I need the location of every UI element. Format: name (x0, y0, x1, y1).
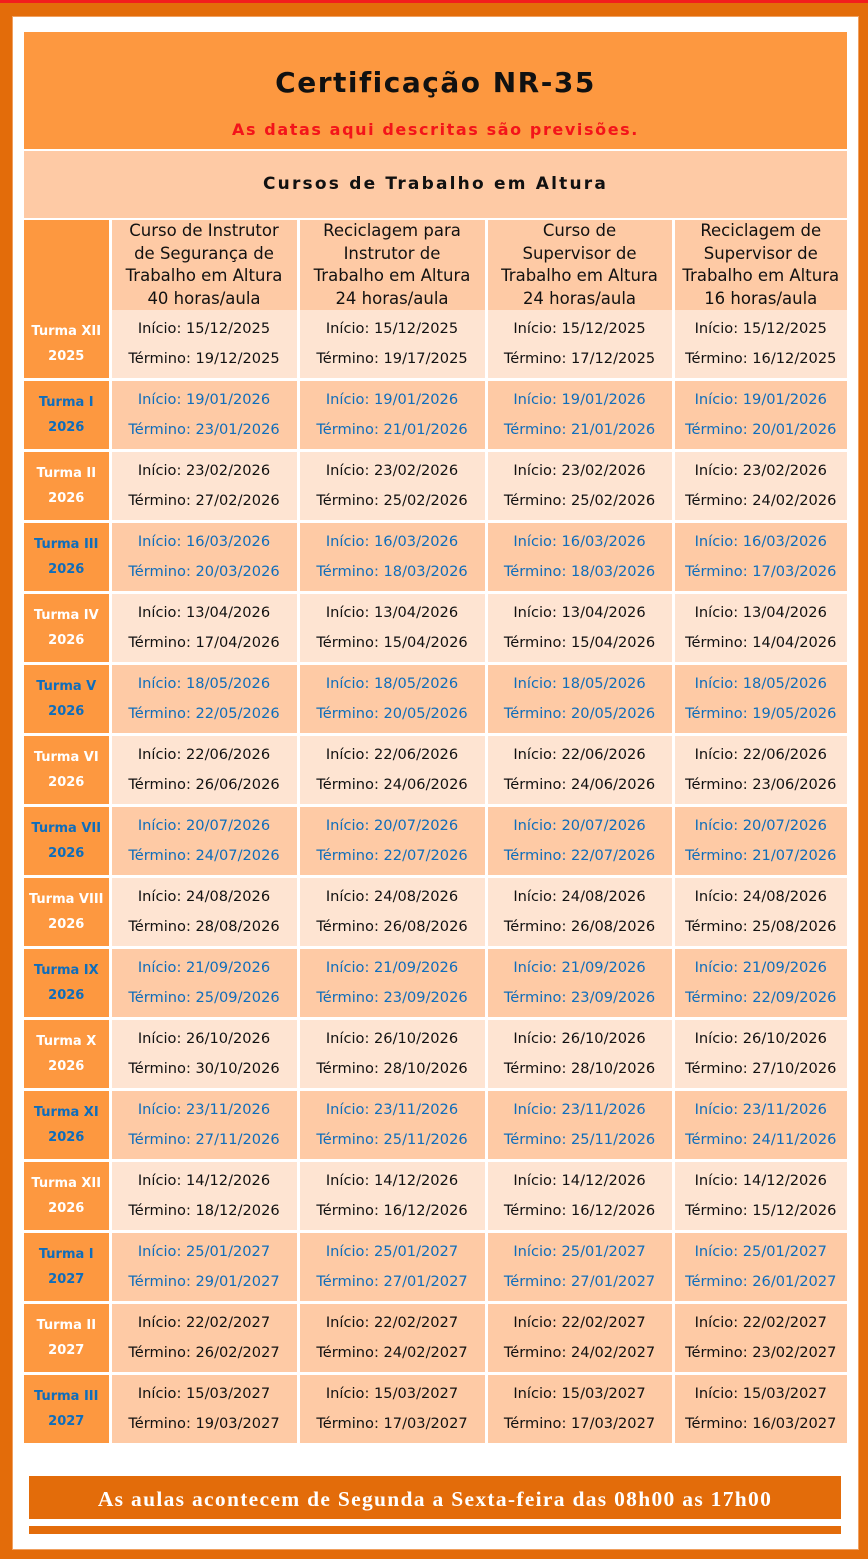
turma-year: 2025 (48, 349, 85, 364)
top-accent-line (0, 0, 868, 3)
start-date: Início: 23/11/2026 (137, 1101, 271, 1118)
table-row (24, 1232, 847, 1303)
start-date: Início: 15/03/2027 (137, 1385, 271, 1402)
date-cell (673, 1303, 847, 1374)
start-date: Início: 15/03/2027 (694, 1385, 827, 1402)
course-header-supervisor-refresher (673, 220, 847, 310)
end-date: Término: 25/02/2026 (503, 492, 656, 509)
table-row (24, 451, 847, 522)
date-cell (298, 380, 486, 451)
date-cell (110, 877, 298, 948)
end-date: Término: 26/06/2026 (128, 776, 280, 793)
turma-name: Turma X (36, 1034, 97, 1049)
date-cell (486, 1303, 673, 1374)
end-date: Término: 25/11/2026 (503, 1131, 656, 1148)
end-date: Término: 20/03/2026 (128, 563, 280, 580)
end-date: Término: 25/02/2026 (316, 492, 468, 509)
date-cell (486, 380, 673, 451)
end-date: Término: 23/02/2027 (685, 1344, 837, 1361)
end-date: Término: 17/03/2026 (685, 563, 837, 580)
end-date: Término: 23/06/2026 (685, 776, 837, 793)
end-date: Término: 26/08/2026 (503, 918, 656, 935)
date-cell (298, 948, 486, 1019)
date-cell (110, 380, 298, 451)
start-date: Início: 15/12/2025 (694, 320, 827, 337)
end-date: Término: 18/03/2026 (316, 563, 468, 580)
end-date: Término: 25/09/2026 (128, 989, 280, 1006)
date-cell (110, 522, 298, 593)
date-cell (110, 1374, 298, 1444)
turma-name: Turma I (38, 1247, 94, 1262)
turma-label-cell (24, 522, 110, 593)
date-cell (486, 310, 673, 380)
end-date: Término: 21/01/2026 (316, 421, 468, 438)
end-date: Término: 16/12/2026 (316, 1202, 468, 1219)
table-row (24, 806, 847, 877)
start-date: Início: 20/07/2026 (325, 817, 459, 834)
course-header-line: Reciclagem de (700, 221, 822, 240)
course-hours: 24 horas/aula (522, 288, 637, 308)
turma-year: 2026 (48, 1201, 85, 1216)
end-date: Término: 24/06/2026 (503, 776, 656, 793)
section-subtitle: Cursos de Trabalho em Altura (263, 174, 608, 194)
end-date: Término: 20/05/2026 (503, 705, 656, 722)
date-cell (486, 1161, 673, 1232)
turma-label-cell (24, 1232, 110, 1303)
date-cell (673, 522, 847, 593)
end-date: Término: 28/10/2026 (503, 1060, 656, 1077)
turma-year: 2026 (48, 846, 85, 861)
schedule-hours-banner (29, 1476, 841, 1519)
start-date: Início: 14/12/2026 (325, 1172, 459, 1189)
end-date: Término: 27/01/2027 (316, 1273, 468, 1290)
start-date: Início: 21/09/2026 (325, 959, 459, 976)
course-header-line: Trabalho em Altura (313, 266, 471, 285)
end-date: Término: 27/10/2026 (685, 1060, 837, 1077)
end-date: Término: 15/04/2026 (316, 634, 468, 651)
end-date: Término: 17/12/2025 (503, 350, 656, 367)
start-date: Início: 25/01/2027 (513, 1243, 646, 1260)
end-date: Término: 21/07/2026 (685, 847, 837, 864)
start-date: Início: 19/01/2026 (325, 391, 459, 408)
start-date: Início: 16/03/2026 (325, 533, 459, 550)
date-cell (110, 664, 298, 735)
start-date: Início: 21/09/2026 (694, 959, 827, 976)
start-date: Início: 13/04/2026 (137, 604, 271, 621)
date-cell (673, 1090, 847, 1161)
end-date: Término: 19/12/2025 (128, 350, 280, 367)
end-date: Término: 22/07/2026 (503, 847, 656, 864)
start-date: Início: 13/04/2026 (694, 604, 827, 621)
turma-year: 2026 (48, 1130, 85, 1145)
end-date: Término: 26/02/2027 (128, 1344, 280, 1361)
end-date: Término: 26/08/2026 (316, 918, 468, 935)
turma-year: 2026 (48, 562, 85, 577)
date-cell (486, 593, 673, 664)
end-date: Término: 23/01/2026 (128, 421, 280, 438)
table-row (24, 593, 847, 664)
table-row (24, 877, 847, 948)
title-banner (24, 32, 847, 149)
date-cell (673, 806, 847, 877)
turma-name: Turma IV (33, 608, 99, 623)
turma-year: 2026 (48, 420, 85, 435)
turma-label-cell (24, 451, 110, 522)
start-date: Início: 19/01/2026 (513, 391, 646, 408)
turma-name: Turma XI (33, 1105, 99, 1120)
end-date: Término: 17/03/2027 (316, 1415, 468, 1432)
header-row (24, 220, 847, 310)
course-hours: 24 horas/aula (335, 288, 449, 308)
start-date: Início: 20/07/2026 (513, 817, 646, 834)
date-cell (110, 1019, 298, 1090)
end-date: Término: 19/17/2025 (316, 350, 468, 367)
end-date: Término: 24/11/2026 (685, 1131, 837, 1148)
turma-name: Turma I (38, 395, 94, 410)
date-cell (298, 1374, 486, 1444)
end-date: Término: 27/02/2026 (128, 492, 280, 509)
course-header-line: Curso de (542, 221, 617, 240)
end-date: Término: 16/12/2026 (503, 1202, 656, 1219)
date-cell (486, 451, 673, 522)
end-date: Término: 15/04/2026 (503, 634, 656, 651)
date-cell (110, 310, 298, 380)
turma-year: 2026 (48, 988, 85, 1003)
date-cell (298, 806, 486, 877)
page-title: Certificação NR-35 (275, 66, 596, 99)
start-date: Início: 24/08/2026 (325, 888, 459, 905)
start-date: Início: 15/12/2025 (137, 320, 271, 337)
turma-year: 2026 (48, 917, 85, 932)
end-date: Término: 24/02/2027 (503, 1344, 656, 1361)
turma-year: 2026 (48, 775, 85, 790)
start-date: Início: 20/07/2026 (137, 817, 271, 834)
start-date: Início: 22/06/2026 (513, 746, 646, 763)
table-row (24, 1303, 847, 1374)
turma-year: 2027 (48, 1272, 85, 1287)
end-date: Término: 16/03/2027 (685, 1415, 837, 1432)
date-cell (298, 1232, 486, 1303)
course-header-line: Trabalho em Altura (682, 266, 840, 285)
start-date: Início: 24/08/2026 (694, 888, 827, 905)
start-date: Início: 23/02/2026 (137, 462, 271, 479)
table-row (24, 310, 847, 380)
turma-label-cell (24, 310, 110, 380)
end-date: Término: 15/12/2026 (685, 1202, 837, 1219)
date-cell (110, 948, 298, 1019)
turma-label-cell (24, 735, 110, 806)
start-date: Início: 22/02/2027 (325, 1314, 459, 1331)
end-date: Término: 17/03/2027 (503, 1415, 656, 1432)
end-date: Término: 17/04/2026 (128, 634, 280, 651)
start-date: Início: 18/05/2026 (325, 675, 459, 692)
date-cell (673, 735, 847, 806)
start-date: Início: 22/02/2027 (137, 1314, 271, 1331)
course-header-line: Trabalho em Altura (501, 266, 658, 285)
date-cell (110, 735, 298, 806)
date-cell (298, 1161, 486, 1232)
start-date: Início: 24/08/2026 (513, 888, 646, 905)
table-row (24, 380, 847, 451)
end-date: Término: 16/12/2025 (685, 350, 837, 367)
course-header-line: Supervisor de (522, 243, 637, 263)
end-date: Término: 18/12/2026 (128, 1202, 280, 1219)
end-date: Término: 24/02/2026 (685, 492, 837, 509)
end-date: Término: 21/01/2026 (503, 421, 656, 438)
end-date: Término: 19/05/2026 (685, 705, 837, 722)
date-cell (110, 1232, 298, 1303)
end-date: Término: 26/01/2027 (685, 1273, 837, 1290)
date-cell (673, 948, 847, 1019)
start-date: Início: 21/09/2026 (137, 959, 271, 976)
table-row (24, 1374, 847, 1444)
start-date: Início: 25/01/2027 (694, 1243, 827, 1260)
start-date: Início: 22/02/2027 (694, 1314, 827, 1331)
end-date: Término: 14/04/2026 (685, 634, 837, 651)
course-hours: 40 horas/aula (147, 288, 261, 308)
table-row (24, 664, 847, 735)
turma-name: Turma IX (33, 963, 99, 978)
turma-year: 2026 (48, 633, 85, 648)
start-date: Início: 25/01/2027 (325, 1243, 459, 1260)
start-date: Início: 26/10/2026 (513, 1030, 646, 1047)
date-cell (298, 664, 486, 735)
end-date: Término: 20/05/2026 (316, 705, 468, 722)
start-date: Início: 14/12/2026 (694, 1172, 827, 1189)
start-date: Início: 16/03/2026 (694, 533, 827, 550)
turma-name: Turma VIII (28, 892, 104, 907)
end-date: Término: 19/03/2027 (128, 1415, 280, 1432)
date-cell (673, 1374, 847, 1444)
course-hours: 16 horas/aula (704, 288, 818, 308)
start-date: Início: 25/01/2027 (137, 1243, 271, 1260)
date-cell (110, 1161, 298, 1232)
schedule-table (24, 220, 847, 1443)
turma-label-cell (24, 1161, 110, 1232)
course-header-supervisor (486, 220, 673, 310)
start-date: Início: 18/05/2026 (513, 675, 646, 692)
end-date: Término: 23/09/2026 (503, 989, 656, 1006)
date-cell (486, 664, 673, 735)
start-date: Início: 15/12/2025 (325, 320, 459, 337)
turma-year: 2026 (48, 704, 85, 719)
start-date: Início: 26/10/2026 (694, 1030, 827, 1047)
date-cell (110, 1303, 298, 1374)
start-date: Início: 23/11/2026 (694, 1101, 827, 1118)
corner-cell (24, 220, 110, 310)
start-date: Início: 15/03/2027 (325, 1385, 459, 1402)
start-date: Início: 15/03/2027 (513, 1385, 646, 1402)
date-cell (673, 310, 847, 380)
turma-label-cell (24, 664, 110, 735)
start-date: Início: 23/02/2026 (513, 462, 646, 479)
end-date: Término: 29/01/2027 (128, 1273, 280, 1290)
date-cell (486, 948, 673, 1019)
start-date: Início: 16/03/2026 (513, 533, 646, 550)
course-header-line: Curso de Instrutor (129, 221, 279, 240)
start-date: Início: 23/02/2026 (325, 462, 459, 479)
turma-year: 2027 (48, 1414, 85, 1429)
date-cell (298, 451, 486, 522)
end-date: Término: 22/09/2026 (685, 989, 837, 1006)
start-date: Início: 22/02/2027 (513, 1314, 646, 1331)
date-cell (486, 1374, 673, 1444)
start-date: Início: 15/12/2025 (513, 320, 646, 337)
end-date: Término: 24/02/2027 (316, 1344, 468, 1361)
start-date: Início: 18/05/2026 (137, 675, 271, 692)
turma-name: Turma III (34, 537, 99, 552)
end-date: Término: 28/10/2026 (316, 1060, 468, 1077)
date-cell (110, 806, 298, 877)
course-header-line: Reciclagem para (323, 221, 461, 240)
notice-forecast: As datas aqui descritas são previsões. (232, 120, 639, 139)
end-date: Término: 25/08/2026 (685, 918, 837, 935)
turma-name: Turma XII (31, 324, 102, 339)
end-date: Término: 22/05/2026 (128, 705, 280, 722)
start-date: Início: 19/01/2026 (694, 391, 827, 408)
turma-name: Turma II (36, 1318, 97, 1333)
date-cell (486, 1090, 673, 1161)
date-cell (298, 1019, 486, 1090)
turma-year: 2026 (48, 1059, 85, 1074)
date-cell (110, 451, 298, 522)
date-cell (673, 877, 847, 948)
turma-label-cell (24, 1090, 110, 1161)
turma-name: Turma II (36, 466, 97, 481)
start-date: Início: 23/11/2026 (325, 1101, 459, 1118)
end-date: Término: 18/03/2026 (503, 563, 656, 580)
turma-label-cell (24, 593, 110, 664)
course-header-instructor (110, 220, 298, 310)
date-cell (486, 1232, 673, 1303)
date-cell (673, 1232, 847, 1303)
start-date: Início: 24/08/2026 (137, 888, 271, 905)
turma-label-cell (24, 380, 110, 451)
turma-label-cell (24, 1374, 110, 1444)
end-date: Término: 27/01/2027 (503, 1273, 656, 1290)
date-cell (298, 877, 486, 948)
end-date: Término: 27/11/2026 (128, 1131, 280, 1148)
turma-name: Turma V (36, 679, 97, 694)
date-cell (673, 1161, 847, 1232)
course-header-line: de Segurança de (134, 243, 274, 263)
table-row (24, 735, 847, 806)
start-date: Início: 18/05/2026 (694, 675, 827, 692)
start-date: Início: 13/04/2026 (325, 604, 459, 621)
schedule-hours-text: As aulas acontecem de Segunda a Sexta-feira das 08h00 as 17h00 (97, 1487, 773, 1511)
turma-year: 2027 (48, 1343, 85, 1358)
end-date: Término: 25/11/2026 (316, 1131, 468, 1148)
course-header-instructor-refresher (298, 220, 486, 310)
start-date: Início: 13/04/2026 (513, 604, 646, 621)
date-cell (110, 1090, 298, 1161)
date-cell (486, 522, 673, 593)
date-cell (110, 593, 298, 664)
end-date: Término: 22/07/2026 (316, 847, 468, 864)
date-cell (486, 877, 673, 948)
turma-name: Turma III (34, 1389, 99, 1404)
turma-label-cell (24, 877, 110, 948)
course-header-line: Trabalho em Altura (125, 266, 283, 285)
course-header-line: Instrutor de (343, 243, 441, 263)
date-cell (298, 1090, 486, 1161)
start-date: Início: 23/11/2026 (513, 1101, 646, 1118)
date-cell (486, 735, 673, 806)
date-cell (298, 1303, 486, 1374)
start-date: Início: 22/06/2026 (694, 746, 827, 763)
date-cell (673, 593, 847, 664)
turma-year: 2026 (48, 491, 85, 506)
end-date: Término: 24/06/2026 (316, 776, 468, 793)
start-date: Início: 22/06/2026 (137, 746, 271, 763)
date-cell (486, 1019, 673, 1090)
start-date: Início: 14/12/2026 (137, 1172, 271, 1189)
date-cell (486, 806, 673, 877)
table-row (24, 1019, 847, 1090)
date-cell (298, 593, 486, 664)
table-row (24, 948, 847, 1019)
course-header-line: Supervisor de (703, 243, 818, 263)
end-date: Término: 20/01/2026 (685, 421, 837, 438)
end-date: Término: 23/09/2026 (316, 989, 468, 1006)
turma-label-cell (24, 1303, 110, 1374)
table-row (24, 522, 847, 593)
start-date: Início: 16/03/2026 (137, 533, 271, 550)
turma-name: Turma XII (31, 1176, 102, 1191)
start-date: Início: 19/01/2026 (137, 391, 271, 408)
subtitle-banner (24, 151, 847, 218)
turma-label-cell (24, 948, 110, 1019)
date-cell (298, 735, 486, 806)
end-date: Término: 28/08/2026 (128, 918, 280, 935)
start-date: Início: 26/10/2026 (325, 1030, 459, 1047)
turma-name: Turma VII (31, 821, 102, 836)
turma-name: Turma VI (33, 750, 99, 765)
turma-label-cell (24, 1019, 110, 1090)
date-cell (298, 522, 486, 593)
start-date: Início: 22/06/2026 (325, 746, 459, 763)
start-date: Início: 23/02/2026 (694, 462, 827, 479)
date-cell (673, 664, 847, 735)
end-date: Término: 24/07/2026 (128, 847, 280, 864)
start-date: Início: 21/09/2026 (513, 959, 646, 976)
date-cell (673, 1019, 847, 1090)
start-date: Início: 20/07/2026 (694, 817, 827, 834)
footer-divider (29, 1526, 841, 1534)
turma-label-cell (24, 806, 110, 877)
table-row (24, 1161, 847, 1232)
table-row (24, 1090, 847, 1161)
date-cell (298, 310, 486, 380)
date-cell (673, 380, 847, 451)
start-date: Início: 14/12/2026 (513, 1172, 646, 1189)
start-date: Início: 26/10/2026 (137, 1030, 271, 1047)
end-date: Término: 30/10/2026 (128, 1060, 280, 1077)
date-cell (673, 451, 847, 522)
